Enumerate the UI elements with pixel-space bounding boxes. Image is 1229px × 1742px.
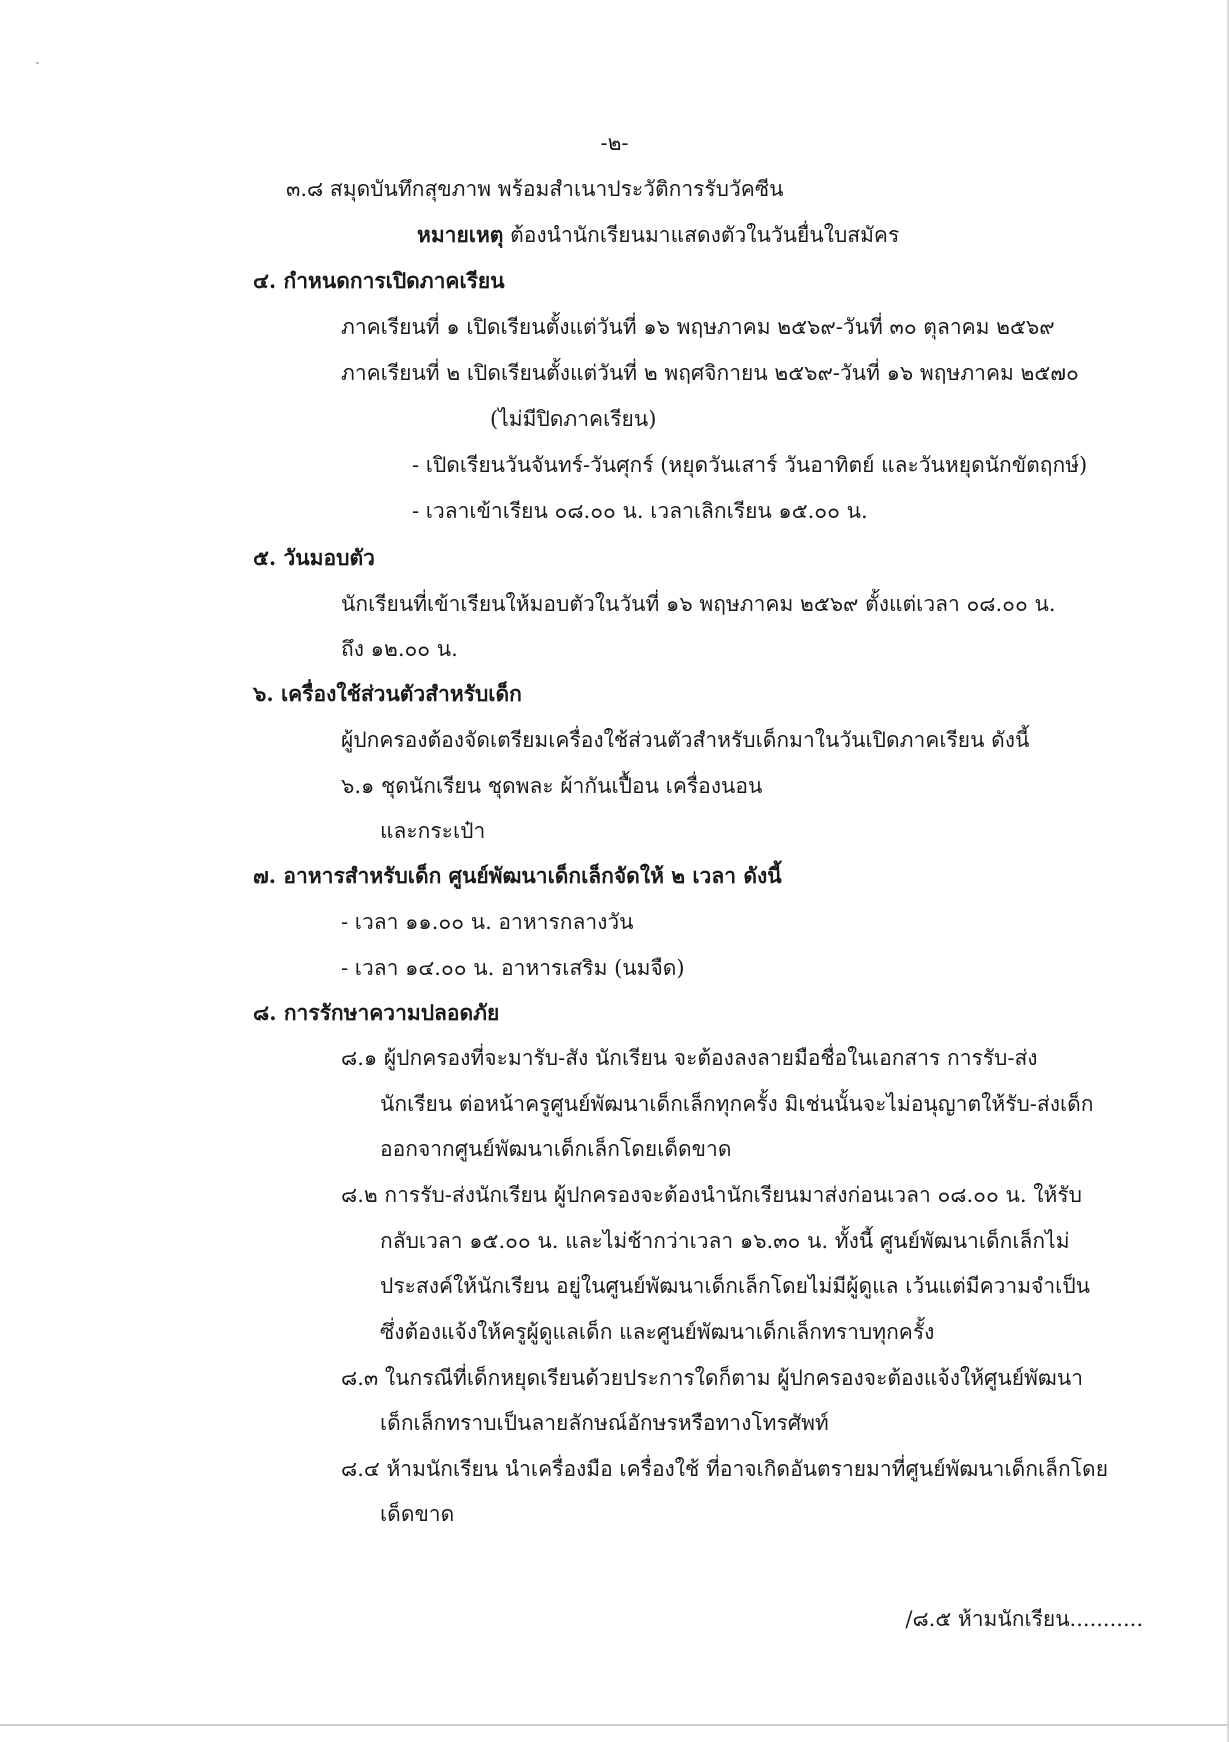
page-number: -๒- [600, 131, 629, 155]
report-day-line-1: นักเรียนที่เข้าเรียนให้มอบตัวในวันที่ ๑๖ พฤษภาคม ๒๕๖๙ ตั้งแต่เวลา ๐๘.๐๐ น. [341, 592, 1056, 616]
section-8-title: ๘. การรักษาความปลอดภัย [253, 1000, 500, 1025]
item-6-1-cont: และกระเป๋า [380, 819, 486, 843]
report-day-line-2: ถึง ๑๒.๐๐ น. [341, 637, 458, 661]
item-8-2-line-3: ประสงค์ให้นักเรียน อยู่ในศูนย์พัฒนาเด็กเล็กโดยไม่มีผู้ดูแล เว้นแต่มีความจำเป็น [380, 1274, 1091, 1298]
item-8-4-line-1: ๘.๔ ห้ามนักเรียน นำเครื่องมือ เครื่องใช้ ที่อาจเกิดอันตรายมาที่ศูนย์พัฒนาเด็กเล็กโดย [341, 1457, 1108, 1481]
school-days: - เปิดเรียนวันจันทร์-วันศุกร์ (หยุดวันเสาร์ วันอาทิตย์ และวันหยุดนักขัตฤกษ์) [412, 453, 1088, 477]
item-8-1-line-2: นักเรียน ต่อหน้าครูศูนย์พัฒนาเด็กเล็กทุกครั้ง มิเช่นนั้นจะไม่อนุญาตให้รับ-ส่งเด็ก [380, 1092, 1094, 1116]
section-7-title: ๗. อาหารสำหรับเด็ก ศูนย์พัฒนาเด็กเล็กจัดให้ ๒ เวลา ดังนี้ [253, 863, 782, 888]
school-hours: - เวลาเข้าเรียน ๐๘.๐๐ น. เวลาเลิกเรียน ๑๕.๐๐ น. [412, 499, 868, 523]
item-6-1: ๖.๑ ชุดนักเรียน ชุดพละ ผ้ากันเปื้อน เครื่องนอน [341, 774, 763, 798]
item-8-1-line-3: ออกจากศูนย์พัฒนาเด็กเล็กโดยเด็ดขาด [380, 1137, 732, 1161]
scan-speck [36, 62, 39, 64]
meal-snack: - เวลา ๑๔.๐๐ น. อาหารเสริม (นมจืด) [341, 956, 685, 980]
meal-lunch: - เวลา ๑๑.๐๐ น. อาหารกลางวัน [341, 910, 634, 934]
section-4-title: ๔. กำหนดการเปิดภาคเรียน [253, 268, 505, 293]
note-label: หมายเหตุ [417, 222, 504, 247]
item-8-4-line-2: เด็ดขาด [380, 1502, 455, 1526]
supplies-intro: ผู้ปกครองต้องจัดเตรียมเครื่องใช้ส่วนตัวสำหรับเด็กมาในวันเปิดภาคเรียน ดังนี้ [341, 728, 1030, 752]
no-break-note: (ไม่มีปิดภาคเรียน) [490, 407, 657, 431]
item-8-2-line-2: กลับเวลา ๑๕.๐๐ น. และไม่ช้ากว่าเวลา ๑๖.๓๐ น. ทั้งนี้ ศูนย์พัฒนาเด็กเล็กไม่ [380, 1229, 1070, 1253]
section-6-title: ๖. เครื่องใช้ส่วนตัวสำหรับเด็ก [253, 681, 522, 706]
continuation-note: /๘.๕ ห้ามนักเรียน........... [905, 1607, 1143, 1631]
term-1: ภาคเรียนที่ ๑ เปิดเรียนตั้งแต่วันที่ ๑๖ พฤษภาคม ๒๕๖๙-วันที่ ๓๐ ตุลาคม ๒๕๖๙ [341, 315, 1055, 339]
page-edge-bottom [0, 1724, 1229, 1726]
item-8-2-line-4: ซึ่งต้องแจ้งให้ครูผู้ดูแลเด็ก และศูนย์พัฒนาเด็กเล็กทราบทุกครั้ง [380, 1320, 935, 1344]
item-8-3-line-2: เด็กเล็กทราบเป็นลายลักษณ์อักษรหรือทางโทรศัพท์ [380, 1411, 829, 1435]
item-8-3-line-1: ๘.๓ ในกรณีที่เด็กหยุดเรียนด้วยประการใดก็ตาม ผู้ปกครองจะต้องแจ้งให้ศูนย์พัฒนา [341, 1366, 1084, 1390]
note-text: ต้องนำนักเรียนมาแสดงตัวในวันยื่นใบสมัคร [503, 223, 900, 247]
term-2: ภาคเรียนที่ ๒ เปิดเรียนตั้งแต่วันที่ ๒ พฤศจิกายน ๒๕๖๙-วันที่ ๑๖ พฤษภาคม ๒๕๗๐ [341, 361, 1079, 385]
section-5-title: ๕. วันมอบตัว [253, 545, 375, 570]
item-8-2-line-1: ๘.๒ การรับ-ส่งนักเรียน ผู้ปกครองจะต้องนำนักเรียนมาส่งก่อนเวลา ๐๘.๐๐ น. ให้รับ [341, 1183, 1082, 1207]
item-8-1-line-1: ๘.๑ ผู้ปกครองที่จะมารับ-สัง นักเรียน จะต้องลงลายมือชื่อในเอกสาร การรับ-ส่ง [341, 1046, 1038, 1070]
item-3-8: ๓.๘ สมุดบันทึกสุขภาพ พร้อมสำเนาประวัติการรับวัคซีน [286, 177, 784, 201]
note [417, 220, 899, 250]
